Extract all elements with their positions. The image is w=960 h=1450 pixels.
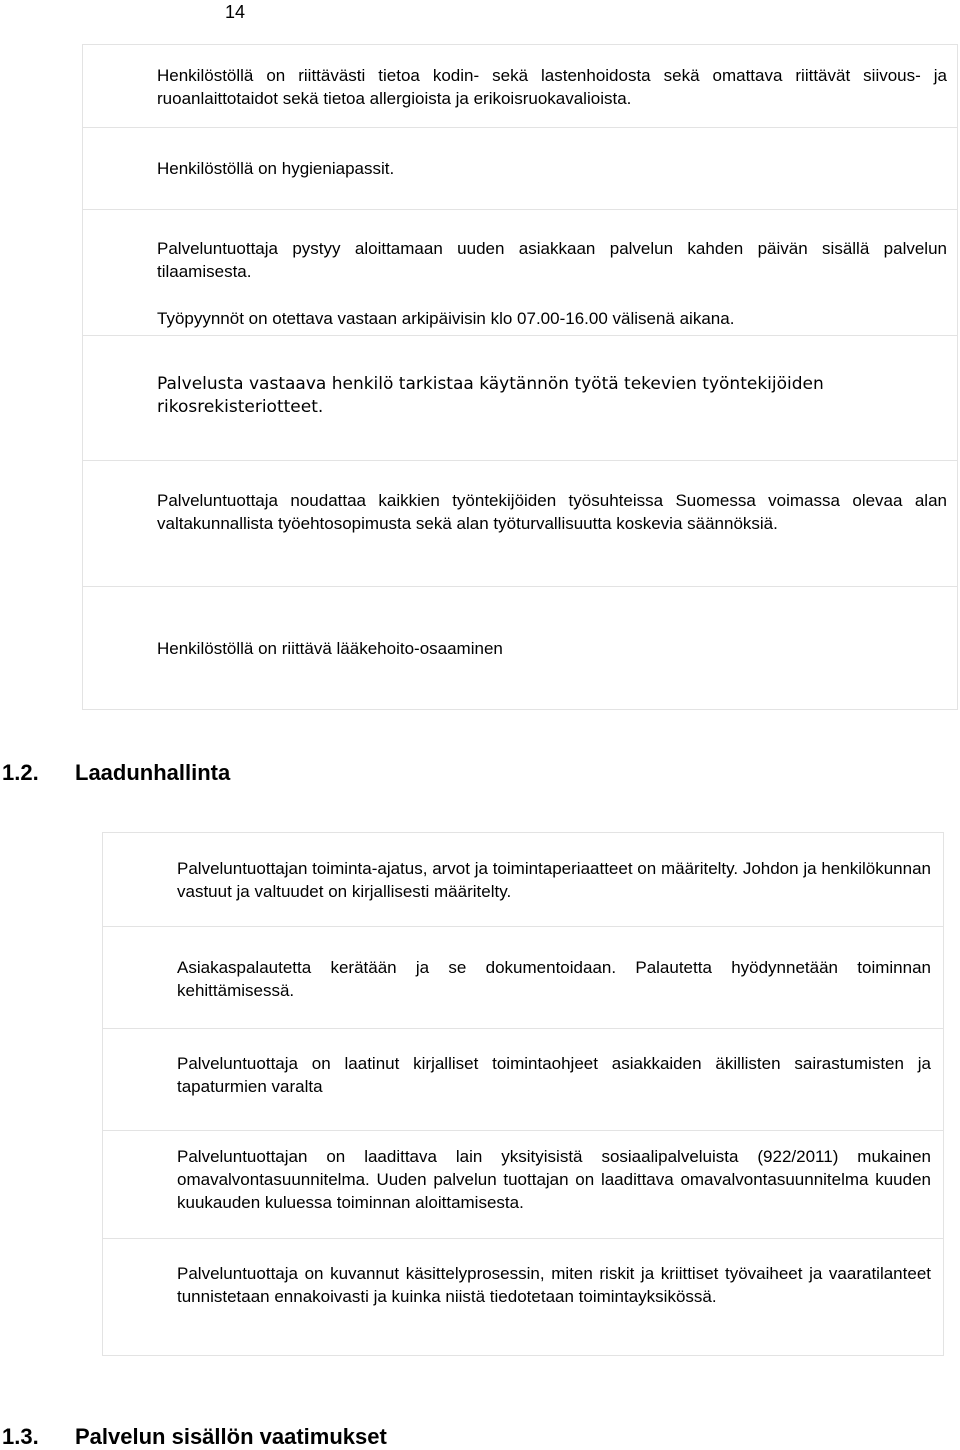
requirement-text: Työpyynnöt on otettava vastaan arkipäivisin klo 07.00-16.00 välisenä aikana. — [157, 309, 735, 328]
requirement-text: Palveluntuottaja noudattaa kaikkien työntekijöiden työsuhteissa Suomessa voimassa olevaa alan valtakunnallista työehtosopimusta sekä alan työturvallisuutta koskevia säännöksiä. — [157, 491, 947, 533]
row-divider — [103, 926, 943, 927]
section-title: Palvelun sisällön vaatimukset — [75, 1424, 387, 1449]
section-heading — [2, 760, 230, 786]
row-divider — [103, 1238, 943, 1239]
section-number: 1.2. — [2, 760, 39, 785]
section-heading — [2, 1424, 387, 1450]
requirement-text: Henkilöstöllä on riittävästi tietoa kodin- sekä lastenhoidosta sekä omattava riittävät siivous- ja ruoanlaittotaidot sekä tietoa allergioista ja erikoisruokavalioista. — [157, 66, 947, 108]
quality-text: Asiakaspalautetta kerätään ja se dokumentoidaan. Palautetta hyödynnetään toiminnan kehittämisessä. — [177, 958, 931, 1000]
row-divider — [83, 127, 957, 128]
requirement-text: Henkilöstöllä on hygieniapassit. — [157, 159, 395, 178]
section-title: Laadunhallinta — [75, 760, 231, 785]
row-divider — [103, 1130, 943, 1131]
section-number: 1.3. — [2, 1424, 39, 1449]
requirement-text: Henkilöstöllä on riittävä lääkehoito-osaaminen — [157, 639, 503, 658]
quality-text: Palveluntuottajan on laadittava lain yksityisistä sosiaalipalveluista (922/2011) mukainen omavalvontasuunnitelma. Uuden palvelun tuottajan on laadittava omavalvontasuunnitelma kuuden kuukauden kuluessa toiminnan aloittamisesta. — [177, 1147, 931, 1212]
quality-text: Palveluntuottaja on kuvannut käsittelyprosessin, miten riskit ja kriittiset työvaiheet ja vaaratilanteet tunnistetaan ennakoivasti ja kuinka niistä tiedotetaan toimintayksikössä. — [177, 1264, 931, 1306]
page-number: 14 — [225, 2, 246, 22]
row-divider — [103, 1028, 943, 1029]
quality-text: Palveluntuottajan toiminta-ajatus, arvot ja toimintaperiaatteet on määritelty. Johdon ja henkilökunnan vastuut ja valtuudet on kirjallisesti määritelty. — [177, 859, 931, 901]
quality-text: Palveluntuottaja on laatinut kirjalliset toimintaohjeet asiakkaiden äkillisten sairastumisten ja tapaturmien varalta — [177, 1054, 931, 1096]
requirement-text: Palveluntuottaja pystyy aloittamaan uuden asiakkaan palvelun kahden päivän sisällä palvelun tilaamisesta. — [157, 239, 947, 281]
row-divider — [83, 209, 957, 210]
requirement-text: Palvelusta vastaava henkilö tarkistaa käytännön työtä tekevien työntekijöiden rikosrekisteriotteet. — [157, 374, 824, 417]
row-divider — [83, 460, 957, 461]
row-divider — [83, 335, 957, 336]
row-divider — [83, 586, 957, 587]
